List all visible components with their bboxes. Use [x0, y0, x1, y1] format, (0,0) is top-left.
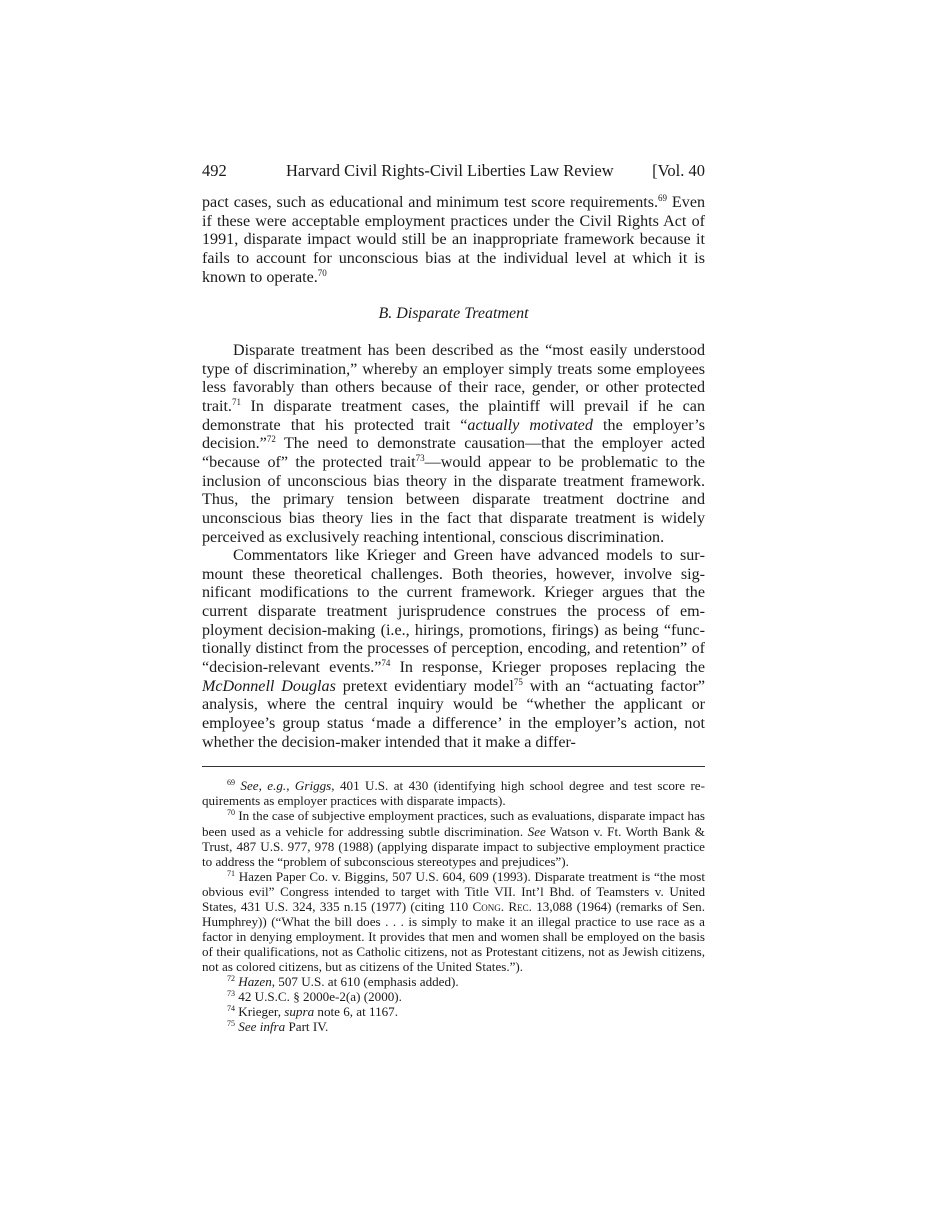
document-page: [202, 160, 705, 1034]
footnote-ref-75[interactable]: 75: [513, 676, 523, 687]
footnote-73: $^{73}$ 42 U.S.C. § 2000e-2(a) (2000).: [227, 989, 402, 1005]
footnotes: [202, 778, 705, 1034]
volume-label: [Vol. 40: [652, 161, 705, 180]
page-number: 492: [202, 161, 227, 180]
paragraph-continued: pact cases, such as educational and minimum test score requirements.$^{69}$ Even if these were acceptable employment practices under the Civil Rights Act of 1991, disparate impact would still be an inappropriate framework because it fails to account for unconscious bias at the individual level at which it is known to operate.$^{70}$: [202, 193, 706, 286]
footnote-75: $^{75}$ See infra Part IV.: [227, 1019, 329, 1035]
body-text: [202, 194, 705, 752]
footnote-divider: [202, 766, 705, 767]
section-heading: B. Disparate Treatment: [378, 305, 529, 323]
running-header: [202, 160, 705, 182]
footnote-ref-69[interactable]: 69: [658, 193, 668, 203]
footnote-ref-71[interactable]: 71: [231, 396, 241, 407]
paragraph-commentators: Commentators like Krieger and Green have advanced models to surmount these theoretical challenges. Both theories, however, involve significant modifications to the current framework. Krieger argues that the current disparate treatment jurisprudence construes the process of employment decision-making (i.e., hirings, promotions, firings) as being “functionally distinct from the processes of perception, encoding, and retention” of “decision-relevant events.”$^{74}$ In response, Krieger proposes replacing the McDonnell Douglas pretext evidentiary model$^{75}$ with an “actuating factor” analysis, where the central inquiry would be “whether the applicant or employee’s group status ‘made a difference’ in the employer’s action, not whether the decision-maker intended that it make a differ-: [202, 547, 706, 751]
footnote-ref-72[interactable]: 72: [266, 434, 276, 445]
footnote-69: $^{69}$ See, e.g., Griggs, 401 U.S. at 430 (identifying high school degree and test score requirements as employer practices with disparate impacts).: [202, 778, 705, 809]
footnote-ref-74[interactable]: 74: [381, 658, 391, 669]
footnote-74: $^{74}$ Krieger, supra note 6, at 1167.: [227, 1004, 399, 1020]
footnote-71: $^{71}$ Hazen Paper Co. v. Biggins, 507 U.S. 604, 609 (1993). Disparate treatment is “the most obvious evil” Congress intended to target with Title VII. Int’l Bhd. of Teamsters v. United States, 431 U.S. 324, 335 n.15 (1977) (citing 110 Cong. Rec. 13,088 (1964) (remarks of Sen. Humphrey)) (“What the bill does . . . is simply to make it an illegal practice to use race as a factor in denying employment. It provides that men and women shall be employed on the basis of their qualifications, not as Catholic citizens, not as Protestant citizens, not as Jewish citizens, not as colored citizens, but as citizens of the United States.”).: [202, 868, 705, 974]
footnote-70: $^{70}$ In the case of subjective employment practices, such as evaluations, disparate impact has been used as a vehicle for addressing subtle discrimination. See Watson v. Ft. Worth Bank & Trust, 487 U.S. 977, 978 (1988) (applying disparate impact to subjective employment practice to address the “problem of subconscious stereotypes and prejudices”).: [202, 808, 705, 869]
footnote-ref-70[interactable]: 70: [317, 267, 327, 278]
footnote-72: $^{72}$ Hazen, 507 U.S. at 610 (emphasis added).: [227, 973, 459, 989]
journal-title: Harvard Civil Rights-Civil Liberties Law Review: [286, 161, 614, 180]
paragraph-disparate-treatment: Disparate treatment has been described as the “most easily understood type of discrimination,” whereby an employer simply treats some employees less favorably than others because of their race, gender, or other protected trait.$^{71}$ In disparate treatment cases, the plaintiff will prevail if he can demonstrate that his protected trait “actually motivated the employer’s decision.”$^{72}$ The need to demonstrate causation—that the employer acted “because of” the protected trait$^{73}$—would appear to be problematic to the inclusion of unconscious bias theory in the disparate treatment framework. Thus, the primary tension between disparate treatment doctrine and unconscious bias theory lies in the fact that disparate treatment is widely perceived as exclusively reaching intentional, conscious discrimination.: [202, 341, 705, 546]
footnote-ref-73[interactable]: 73: [415, 452, 425, 463]
